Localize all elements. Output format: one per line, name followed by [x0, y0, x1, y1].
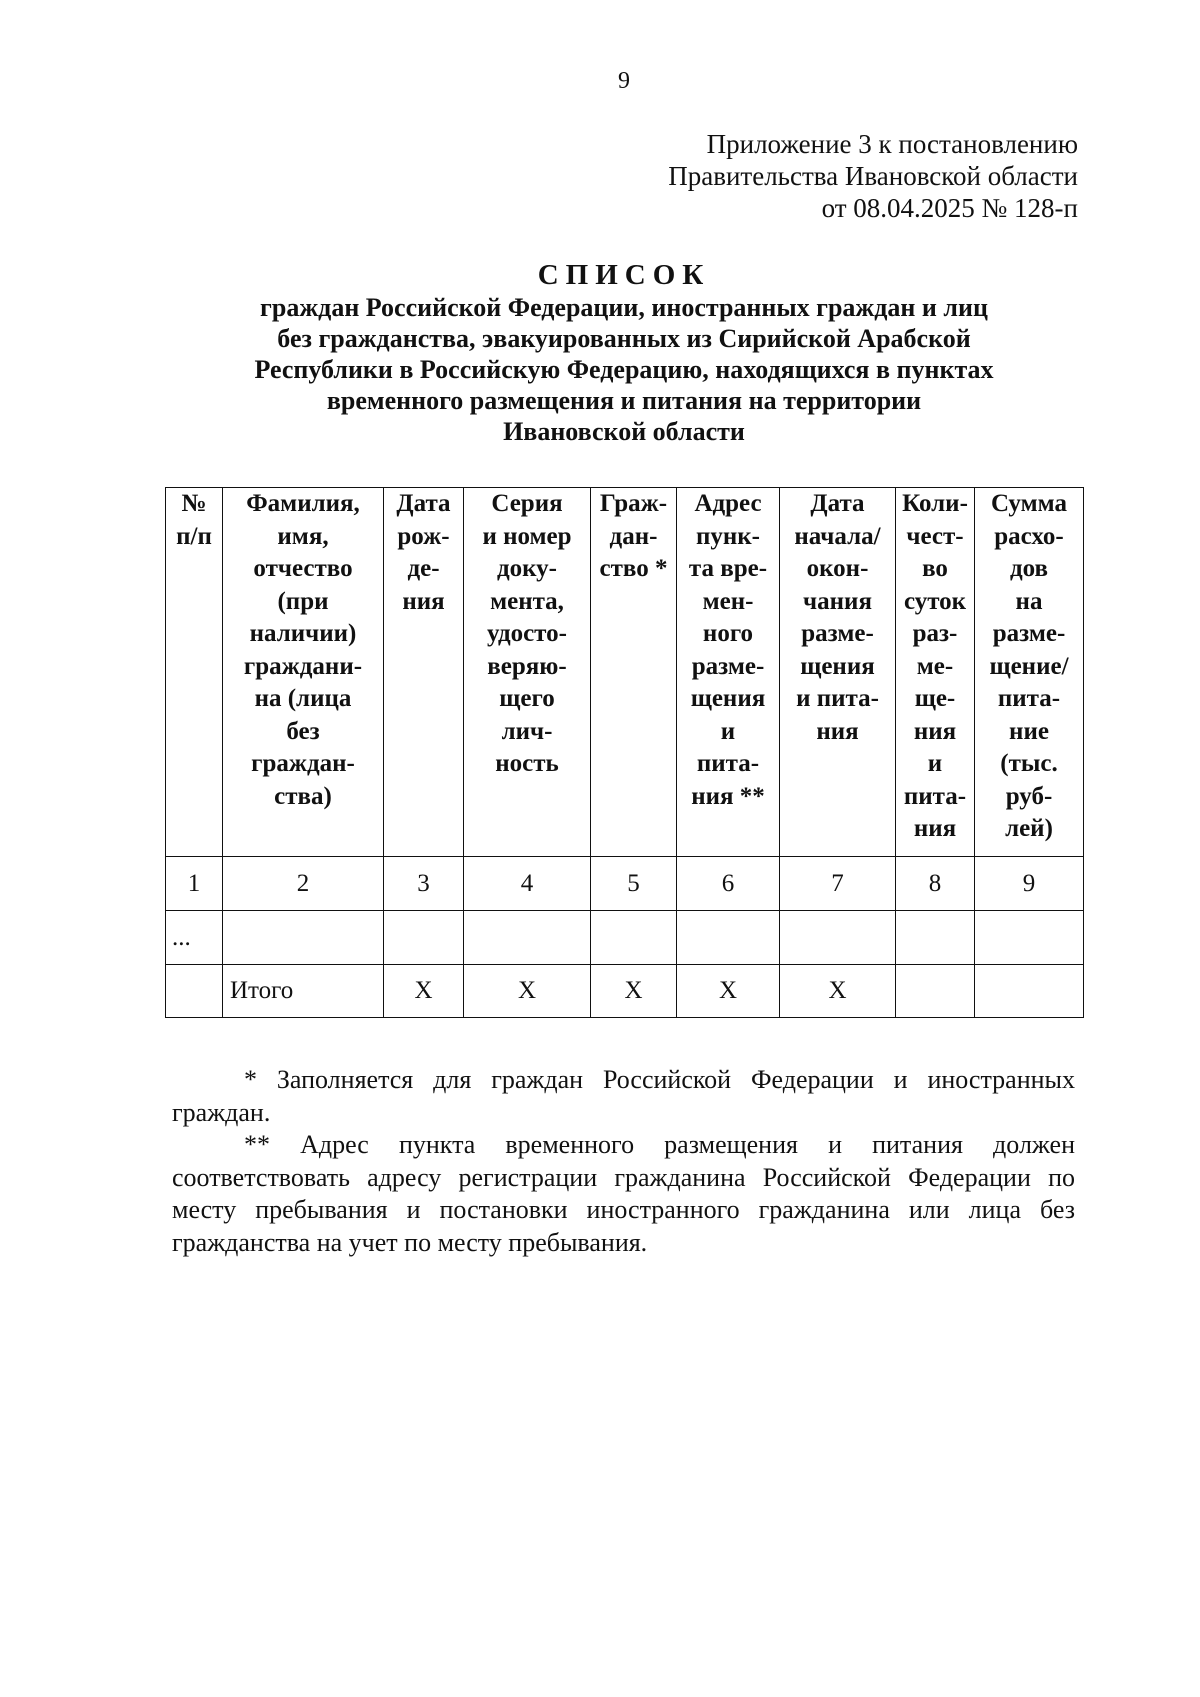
column-header-line: удосто- — [487, 620, 567, 647]
column-header-line: мен- — [702, 587, 754, 615]
column-header-line: пита- — [696, 750, 760, 777]
evacuees-table — [165, 487, 1084, 1018]
column-header-line: Серия — [491, 490, 563, 517]
column-header-line: (тыс. — [1000, 750, 1058, 777]
column-header — [223, 488, 384, 857]
table-cell — [975, 911, 1084, 965]
column-header-line: наличии) — [249, 620, 357, 647]
column-header-line: ния — [913, 717, 957, 745]
column-number-cell: 5 — [591, 857, 677, 911]
column-header-line: ность — [495, 750, 559, 777]
column-number-cell: 7 — [780, 857, 896, 911]
column-header-line: щения — [800, 652, 875, 680]
total-label: Итого — [223, 965, 384, 1018]
column-header — [384, 488, 464, 857]
column-header-line: № — [181, 490, 207, 517]
column-header-line: та вре- — [688, 555, 768, 582]
table-cell — [780, 911, 896, 965]
column-header-line: ния — [402, 587, 445, 615]
column-header-line: дов — [1009, 555, 1049, 582]
column-header-line: лич- — [501, 717, 553, 745]
column-header-line: чест- — [906, 522, 964, 550]
column-header — [896, 488, 975, 857]
column-number-cell: 3 — [384, 857, 464, 911]
column-header-line: разме- — [992, 620, 1066, 647]
footnote: ** Адрес пункта временного размещения и питания должен соответствовать адресу регистрации гражданина Российской Федерации по месту пребывания и постановки иностранного гражданина или лица без гражданства на учет по месту пребывания. — [172, 1130, 1075, 1257]
column-header-line: дан- — [609, 522, 658, 550]
column-header-line: п/п — [176, 522, 212, 550]
column-header-line: ния — [913, 815, 957, 842]
column-header-line: и пита- — [796, 685, 879, 712]
total-row — [166, 965, 1084, 1018]
column-header-line: рож- — [397, 522, 450, 550]
table-cell — [166, 965, 223, 1018]
column-header — [166, 488, 223, 857]
column-header-line: щего — [499, 685, 555, 712]
column-header-line: (при — [277, 587, 329, 615]
document-title: СПИСОК — [537, 259, 711, 291]
column-header-line: расхо- — [994, 522, 1064, 550]
column-header-line: отчество — [253, 555, 353, 582]
subtitle-line: Республики в Российскую Федерацию, находящихся в пунктах — [254, 355, 994, 384]
appendix-line: Правительства Ивановской области — [668, 161, 1078, 191]
column-header-line: во — [922, 555, 948, 582]
column-header-line: доку- — [496, 555, 558, 582]
column-header-line: Сумма — [991, 490, 1067, 517]
column-header-line: пита- — [903, 782, 967, 810]
column-header-line: ства) — [274, 782, 332, 810]
column-header-line: руб- — [1005, 782, 1053, 810]
column-header-line: Коли- — [902, 490, 968, 517]
subtitle-line: без гражданства, эвакуированных из Сирийской Арабской — [277, 324, 971, 353]
column-header-line: разме- — [801, 620, 874, 647]
column-header-line: окон- — [806, 555, 869, 582]
table-cell — [464, 911, 591, 965]
column-header-line: ного — [702, 620, 754, 647]
column-header-line: раз- — [912, 620, 958, 647]
table-cell: ... — [166, 911, 223, 965]
subtitle-line: Ивановской области — [503, 417, 745, 446]
column-header-line: и — [927, 750, 943, 777]
subtitle-line: граждан Российской Федерации, иностранных граждан и лиц — [260, 293, 988, 322]
appendix-line: Приложение 3 к постановлению — [706, 129, 1078, 159]
table-cell — [896, 911, 975, 965]
column-header-line: Граж- — [599, 490, 668, 517]
column-header-line: пита- — [997, 685, 1061, 712]
column-header-line: на (лица — [254, 685, 352, 712]
column-header-line: разме- — [691, 652, 765, 680]
column-header-line: ме- — [916, 652, 954, 680]
column-header-line: и номер — [482, 522, 572, 550]
column-header-line: веряю- — [487, 652, 567, 680]
column-header-line: ния ** — [691, 782, 765, 810]
column-header-line: граждани- — [243, 652, 363, 680]
table-cell: Х — [384, 965, 464, 1018]
column-header-line: чания — [803, 587, 872, 615]
column-header — [677, 488, 780, 857]
column-header-line: на — [1015, 587, 1043, 615]
column-header-line: ство * — [599, 555, 668, 582]
column-number-cell: 6 — [677, 857, 780, 911]
table-cell — [896, 965, 975, 1018]
subtitle-line: временного размещения и питания на территории — [326, 386, 922, 415]
column-header-line: де- — [407, 555, 440, 582]
column-header — [975, 488, 1084, 857]
column-header-line: ние — [1009, 717, 1049, 745]
column-header-line: без — [286, 717, 320, 745]
column-header-line: и — [720, 717, 736, 745]
table-cell — [223, 911, 384, 965]
column-header-line: щение/ — [989, 652, 1069, 680]
column-number-cell: 4 — [464, 857, 591, 911]
table-cell: Х — [780, 965, 896, 1018]
table-cell: Х — [677, 965, 780, 1018]
table-cell — [677, 911, 780, 965]
table-cell — [591, 911, 677, 965]
column-header-line: имя, — [277, 522, 329, 550]
document-subtitle — [160, 292, 1088, 447]
column-header-line: пунк- — [695, 522, 761, 550]
column-number-cell: 8 — [896, 857, 975, 911]
appendix-line: от 08.04.2025 № 128-п — [821, 193, 1078, 223]
column-header-line: начала/ — [794, 522, 881, 550]
column-header-line: щения — [690, 685, 766, 712]
footnote: * Заполняется для граждан Российской Федерации и иностранных граждан. — [172, 1065, 1075, 1127]
ellipsis-row — [166, 911, 1084, 965]
column-header — [780, 488, 896, 857]
document-heading — [160, 258, 1088, 447]
table-header-row — [166, 488, 1084, 857]
column-header-line: граждан- — [251, 750, 355, 777]
table-cell — [384, 911, 464, 965]
column-number-row — [166, 857, 1084, 911]
column-header-line: ния — [816, 717, 859, 745]
column-number-cell: 2 — [223, 857, 384, 911]
column-header — [591, 488, 677, 857]
page-number: 9 — [618, 68, 630, 94]
column-header-line: Фамилия, — [246, 490, 360, 517]
footnotes — [172, 1064, 1075, 1259]
column-header-line: Дата — [810, 490, 865, 517]
table-cell — [975, 965, 1084, 1018]
appendix-reference — [668, 128, 1078, 224]
column-header-line: мента, — [490, 587, 564, 615]
column-header-line: ще- — [914, 685, 956, 712]
table-cell: Х — [464, 965, 591, 1018]
column-header-line: Адрес — [694, 490, 762, 517]
column-number-cell: 9 — [975, 857, 1084, 911]
column-header — [464, 488, 591, 857]
column-header-line: суток — [903, 587, 967, 615]
table-cell: Х — [591, 965, 677, 1018]
column-header-line: лей) — [1005, 815, 1053, 842]
column-number-cell: 1 — [166, 857, 223, 911]
column-header-line: Дата — [396, 490, 451, 517]
